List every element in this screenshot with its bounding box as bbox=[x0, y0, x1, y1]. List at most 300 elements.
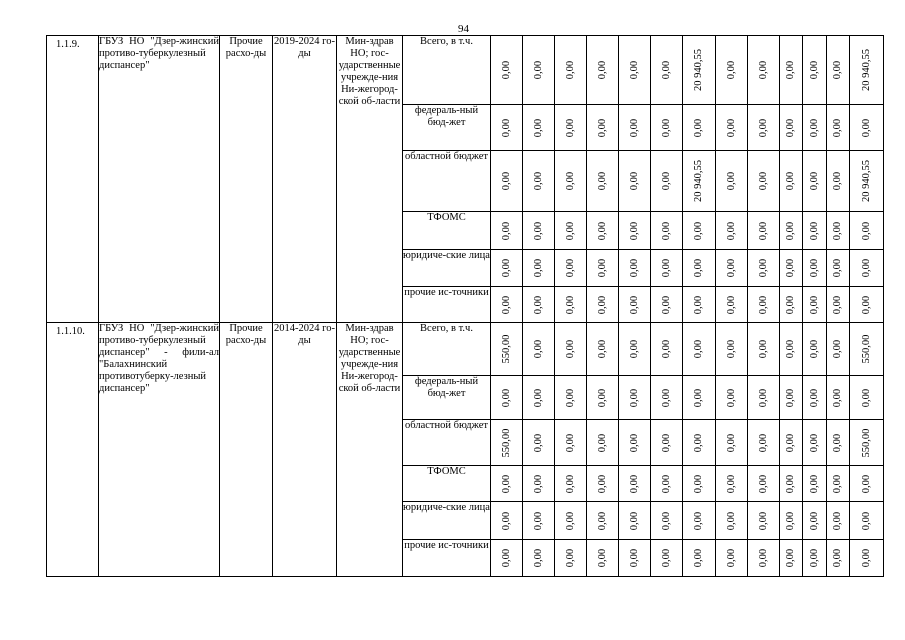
value-cell bbox=[619, 250, 651, 287]
row-expense-type-cell bbox=[220, 36, 273, 323]
value-cell bbox=[827, 151, 850, 212]
row-period-cell bbox=[273, 36, 337, 323]
value-cell bbox=[716, 212, 748, 250]
value-cell bbox=[748, 420, 780, 466]
value-cell bbox=[523, 250, 555, 287]
value-cell bbox=[748, 250, 780, 287]
value-cell bbox=[803, 502, 827, 540]
value-text: 0,00 bbox=[784, 433, 796, 452]
value-text: 0,00 bbox=[692, 388, 704, 407]
value-text: 0,00 bbox=[660, 221, 672, 240]
row-number-cell bbox=[47, 36, 99, 323]
value-text: 0,00 bbox=[808, 258, 820, 278]
row-name: ГБУЗ НО "Дзер-жинский противо-туберкулезный диспансер" bbox=[99, 36, 219, 72]
value-text: 0,00 bbox=[596, 60, 608, 80]
value-cell bbox=[716, 36, 748, 105]
value-cell bbox=[748, 540, 780, 577]
value-cell bbox=[803, 105, 827, 151]
value-cell bbox=[619, 420, 651, 466]
value-text: 0,00 bbox=[808, 474, 820, 493]
value-cell bbox=[748, 323, 780, 376]
value-text: 0,00 bbox=[725, 339, 737, 359]
value-text: 0,00 bbox=[808, 171, 820, 191]
value-cell bbox=[716, 105, 748, 151]
value-cell bbox=[523, 466, 555, 502]
value-text: 0,00 bbox=[564, 221, 576, 240]
value-text: 0,00 bbox=[725, 433, 737, 452]
funding-source-label: прочие ис-точники bbox=[403, 540, 491, 577]
value-text: 0,00 bbox=[725, 511, 737, 530]
value-cell bbox=[683, 250, 716, 287]
value-text: 0,00 bbox=[725, 258, 737, 278]
value-text: 0,00 bbox=[725, 118, 737, 137]
value-cell bbox=[651, 420, 683, 466]
value-text: 0,00 bbox=[860, 258, 872, 278]
value-text: 550,00 bbox=[500, 334, 512, 364]
value-text: 0,00 bbox=[628, 60, 640, 80]
value-text: 0,00 bbox=[500, 388, 512, 407]
value-cell bbox=[716, 151, 748, 212]
value-cell bbox=[716, 420, 748, 466]
value-text: 0,00 bbox=[831, 295, 843, 314]
value-text: 0,00 bbox=[500, 118, 512, 137]
value-cell bbox=[491, 151, 523, 212]
value-cell bbox=[587, 36, 619, 105]
value-text: 0,00 bbox=[757, 60, 769, 80]
value-cell bbox=[491, 212, 523, 250]
value-cell bbox=[619, 151, 651, 212]
value-cell bbox=[683, 323, 716, 376]
value-cell bbox=[683, 466, 716, 502]
value-cell bbox=[523, 376, 555, 420]
value-text: 0,00 bbox=[564, 118, 576, 137]
value-text: 0,00 bbox=[831, 118, 843, 137]
value-text: 0,00 bbox=[757, 339, 769, 359]
value-text: 0,00 bbox=[564, 339, 576, 359]
value-text: 0,00 bbox=[660, 433, 672, 452]
value-cell bbox=[683, 36, 716, 105]
value-text: 0,00 bbox=[725, 474, 737, 493]
value-text: 0,00 bbox=[784, 548, 796, 568]
value-cell bbox=[850, 151, 884, 212]
funding-source-label: юридиче-ские лица bbox=[403, 250, 491, 287]
value-cell bbox=[555, 502, 587, 540]
value-cell bbox=[850, 287, 884, 323]
value-text: 0,00 bbox=[596, 258, 608, 278]
row-name: ГБУЗ НО "Дзер-жинский противо-туберкулезный диспансер" - фили-ал "Балахнинский противотуберку-лезный диспансер" bbox=[99, 323, 219, 395]
value-text: 0,00 bbox=[784, 60, 796, 80]
value-text: 0,00 bbox=[808, 511, 820, 530]
value-text: 0,00 bbox=[628, 295, 640, 314]
value-text: 0,00 bbox=[596, 221, 608, 240]
value-text: 0,00 bbox=[532, 339, 544, 359]
value-text: 550,00 bbox=[860, 334, 872, 364]
row-expense-type-cell bbox=[220, 323, 273, 577]
page-number: 94 bbox=[458, 23, 469, 35]
value-cell bbox=[619, 466, 651, 502]
row-executor-cell bbox=[337, 36, 403, 323]
value-text: 0,00 bbox=[564, 433, 576, 452]
value-text: 0,00 bbox=[692, 433, 704, 452]
value-text: 0,00 bbox=[660, 339, 672, 359]
value-text: 0,00 bbox=[500, 221, 512, 240]
value-text: 0,00 bbox=[628, 433, 640, 452]
value-text: 0,00 bbox=[725, 171, 737, 191]
value-cell bbox=[651, 287, 683, 323]
row-executor: Мин-здрав НО; гос-ударственные учрежде-ния Ни-жегород-ской об-ласти bbox=[338, 323, 401, 395]
value-text: 0,00 bbox=[784, 339, 796, 359]
value-text: 0,00 bbox=[808, 118, 820, 137]
funding-source-label: федераль-ный бюд-жет bbox=[403, 376, 491, 420]
value-cell bbox=[683, 376, 716, 420]
value-text: 0,00 bbox=[660, 258, 672, 278]
row-number: 1.1.10. bbox=[56, 326, 85, 337]
value-cell bbox=[850, 323, 884, 376]
value-text: 0,00 bbox=[725, 295, 737, 314]
value-cell bbox=[803, 323, 827, 376]
value-text: 0,00 bbox=[532, 295, 544, 314]
funding-source-label: областной бюджет bbox=[403, 420, 491, 466]
value-text: 0,00 bbox=[757, 295, 769, 314]
value-text: 0,00 bbox=[564, 60, 576, 80]
value-cell bbox=[587, 376, 619, 420]
value-cell bbox=[587, 151, 619, 212]
value-cell bbox=[780, 420, 803, 466]
value-text: 0,00 bbox=[784, 221, 796, 240]
value-cell bbox=[827, 502, 850, 540]
value-cell bbox=[651, 540, 683, 577]
value-cell bbox=[827, 212, 850, 250]
value-text: 0,00 bbox=[692, 474, 704, 493]
value-text: 20 940,55 bbox=[860, 160, 872, 202]
value-cell bbox=[555, 151, 587, 212]
value-text: 0,00 bbox=[532, 221, 544, 240]
value-cell bbox=[587, 212, 619, 250]
value-cell bbox=[683, 287, 716, 323]
value-text: 0,00 bbox=[784, 118, 796, 137]
value-text: 0,00 bbox=[660, 295, 672, 314]
value-text: 0,00 bbox=[831, 258, 843, 278]
row-number: 1.1.9. bbox=[56, 39, 80, 50]
value-cell bbox=[491, 105, 523, 151]
value-cell bbox=[827, 466, 850, 502]
value-cell bbox=[587, 250, 619, 287]
value-text: 0,00 bbox=[784, 258, 796, 278]
value-cell bbox=[555, 105, 587, 151]
value-text: 0,00 bbox=[757, 221, 769, 240]
value-text: 0,00 bbox=[532, 60, 544, 80]
value-cell bbox=[850, 376, 884, 420]
value-text: 0,00 bbox=[692, 118, 704, 137]
value-cell bbox=[716, 323, 748, 376]
value-text: 0,00 bbox=[564, 548, 576, 568]
value-text: 0,00 bbox=[596, 388, 608, 407]
value-text: 0,00 bbox=[564, 388, 576, 407]
value-cell bbox=[780, 250, 803, 287]
value-text: 0,00 bbox=[831, 511, 843, 530]
value-text: 550,00 bbox=[500, 428, 512, 457]
value-cell bbox=[780, 540, 803, 577]
value-cell bbox=[491, 376, 523, 420]
value-cell bbox=[523, 151, 555, 212]
value-cell bbox=[555, 540, 587, 577]
value-text: 0,00 bbox=[500, 171, 512, 191]
value-cell bbox=[748, 105, 780, 151]
value-text: 0,00 bbox=[757, 511, 769, 530]
row-period-cell bbox=[273, 323, 337, 577]
value-cell bbox=[491, 323, 523, 376]
value-cell bbox=[803, 151, 827, 212]
value-cell bbox=[827, 540, 850, 577]
value-cell bbox=[850, 420, 884, 466]
value-cell bbox=[850, 36, 884, 105]
value-text: 0,00 bbox=[596, 433, 608, 452]
value-cell bbox=[523, 420, 555, 466]
value-cell bbox=[555, 323, 587, 376]
value-cell bbox=[780, 212, 803, 250]
row-name-cell bbox=[99, 36, 220, 323]
value-cell bbox=[651, 151, 683, 212]
value-cell bbox=[803, 466, 827, 502]
value-cell bbox=[587, 502, 619, 540]
value-text: 0,00 bbox=[564, 258, 576, 278]
value-cell bbox=[683, 540, 716, 577]
value-text: 0,00 bbox=[757, 548, 769, 568]
value-text: 0,00 bbox=[808, 388, 820, 407]
value-cell bbox=[491, 36, 523, 105]
value-cell bbox=[780, 323, 803, 376]
value-text: 0,00 bbox=[725, 548, 737, 568]
value-cell bbox=[780, 502, 803, 540]
value-cell bbox=[523, 502, 555, 540]
value-cell bbox=[523, 105, 555, 151]
value-cell bbox=[850, 466, 884, 502]
value-cell bbox=[748, 287, 780, 323]
value-cell bbox=[555, 287, 587, 323]
value-text: 0,00 bbox=[860, 118, 872, 137]
value-text: 0,00 bbox=[860, 474, 872, 493]
value-cell bbox=[748, 36, 780, 105]
value-text: 0,00 bbox=[757, 388, 769, 407]
value-text: 0,00 bbox=[660, 388, 672, 407]
value-cell bbox=[523, 323, 555, 376]
value-text: 0,00 bbox=[725, 388, 737, 407]
value-text: 0,00 bbox=[808, 339, 820, 359]
row-number-cell bbox=[47, 323, 99, 577]
row-name-cell bbox=[99, 323, 220, 577]
value-text: 0,00 bbox=[660, 171, 672, 191]
value-cell bbox=[850, 212, 884, 250]
value-cell bbox=[803, 212, 827, 250]
value-text: 0,00 bbox=[831, 474, 843, 493]
value-text: 0,00 bbox=[628, 221, 640, 240]
value-text: 0,00 bbox=[500, 258, 512, 278]
value-text: 0,00 bbox=[725, 60, 737, 80]
value-cell bbox=[780, 466, 803, 502]
value-cell bbox=[827, 105, 850, 151]
value-text: 0,00 bbox=[757, 258, 769, 278]
row-expense-type: Прочие расхо-ды bbox=[225, 323, 267, 347]
value-text: 0,00 bbox=[532, 388, 544, 407]
value-cell bbox=[555, 376, 587, 420]
value-cell bbox=[748, 376, 780, 420]
value-text: 0,00 bbox=[628, 548, 640, 568]
value-cell bbox=[850, 250, 884, 287]
value-text: 0,00 bbox=[596, 339, 608, 359]
value-text: 0,00 bbox=[831, 60, 843, 80]
value-text: 0,00 bbox=[808, 60, 820, 80]
table-row bbox=[47, 36, 884, 105]
value-text: 0,00 bbox=[860, 221, 872, 240]
value-cell bbox=[827, 323, 850, 376]
value-text: 20 940,55 bbox=[860, 49, 872, 91]
value-cell bbox=[716, 376, 748, 420]
value-text: 0,00 bbox=[628, 171, 640, 191]
value-cell bbox=[803, 250, 827, 287]
value-cell bbox=[491, 287, 523, 323]
value-text: 0,00 bbox=[660, 548, 672, 568]
value-cell bbox=[619, 105, 651, 151]
value-text: 0,00 bbox=[692, 339, 704, 359]
value-text: 0,00 bbox=[831, 433, 843, 452]
value-text: 0,00 bbox=[831, 548, 843, 568]
value-cell bbox=[748, 151, 780, 212]
value-text: 0,00 bbox=[628, 339, 640, 359]
value-cell bbox=[748, 502, 780, 540]
value-cell bbox=[651, 323, 683, 376]
value-cell bbox=[619, 323, 651, 376]
value-cell bbox=[491, 540, 523, 577]
value-text: 0,00 bbox=[831, 221, 843, 240]
value-text: 0,00 bbox=[860, 511, 872, 530]
value-text: 0,00 bbox=[564, 511, 576, 530]
value-cell bbox=[748, 212, 780, 250]
funding-source-label: федераль-ный бюд-жет bbox=[403, 105, 491, 151]
value-cell bbox=[748, 466, 780, 502]
value-text: 0,00 bbox=[564, 295, 576, 314]
value-text: 0,00 bbox=[808, 221, 820, 240]
value-text: 0,00 bbox=[757, 474, 769, 493]
value-text: 0,00 bbox=[808, 433, 820, 452]
value-text: 0,00 bbox=[532, 258, 544, 278]
value-cell bbox=[523, 36, 555, 105]
value-text: 0,00 bbox=[628, 388, 640, 407]
row-executor-cell bbox=[337, 323, 403, 577]
value-cell bbox=[587, 287, 619, 323]
budget-table bbox=[46, 35, 884, 577]
value-cell bbox=[555, 36, 587, 105]
value-text: 0,00 bbox=[831, 339, 843, 359]
funding-source-label: Всего, в т.ч. bbox=[403, 323, 491, 376]
value-cell bbox=[683, 151, 716, 212]
value-text: 0,00 bbox=[596, 171, 608, 191]
value-text: 0,00 bbox=[808, 548, 820, 568]
value-text: 0,00 bbox=[628, 118, 640, 137]
value-text: 0,00 bbox=[596, 295, 608, 314]
value-cell bbox=[619, 540, 651, 577]
value-cell bbox=[555, 466, 587, 502]
value-text: 0,00 bbox=[596, 474, 608, 493]
value-cell bbox=[619, 212, 651, 250]
funding-source-label: ТФОМС bbox=[403, 212, 491, 250]
value-text: 20 940,55 bbox=[692, 49, 704, 91]
value-text: 0,00 bbox=[500, 511, 512, 530]
value-text: 0,00 bbox=[660, 474, 672, 493]
value-text: 0,00 bbox=[860, 388, 872, 407]
value-cell bbox=[491, 466, 523, 502]
value-cell bbox=[803, 420, 827, 466]
value-cell bbox=[803, 540, 827, 577]
value-text: 0,00 bbox=[532, 511, 544, 530]
value-cell bbox=[619, 36, 651, 105]
funding-source-label: Всего, в т.ч. bbox=[403, 36, 491, 105]
value-text: 0,00 bbox=[532, 171, 544, 191]
value-text: 0,00 bbox=[784, 295, 796, 314]
value-cell bbox=[491, 502, 523, 540]
value-text: 0,00 bbox=[692, 295, 704, 314]
value-text: 0,00 bbox=[500, 295, 512, 314]
value-cell bbox=[523, 287, 555, 323]
value-cell bbox=[555, 250, 587, 287]
value-cell bbox=[587, 105, 619, 151]
value-cell bbox=[850, 502, 884, 540]
funding-source-label: ТФОМС bbox=[403, 466, 491, 502]
value-cell bbox=[683, 420, 716, 466]
value-text: 0,00 bbox=[692, 511, 704, 530]
value-cell bbox=[683, 502, 716, 540]
table-row bbox=[47, 323, 884, 376]
value-cell bbox=[850, 540, 884, 577]
value-text: 0,00 bbox=[532, 474, 544, 493]
value-text: 0,00 bbox=[757, 118, 769, 137]
row-executor: Мин-здрав НО; гос-ударственные учрежде-ния Ни-жегород-ской об-ласти bbox=[338, 36, 401, 108]
value-cell bbox=[683, 212, 716, 250]
value-cell bbox=[555, 212, 587, 250]
value-text: 0,00 bbox=[692, 548, 704, 568]
value-text: 0,00 bbox=[784, 511, 796, 530]
value-cell bbox=[683, 105, 716, 151]
value-cell bbox=[780, 105, 803, 151]
value-text: 0,00 bbox=[564, 474, 576, 493]
value-text: 0,00 bbox=[692, 221, 704, 240]
value-cell bbox=[780, 36, 803, 105]
value-text: 0,00 bbox=[784, 171, 796, 191]
value-text: 0,00 bbox=[757, 171, 769, 191]
value-text: 0,00 bbox=[500, 548, 512, 568]
value-text: 0,00 bbox=[784, 388, 796, 407]
row-period: 2019-2024 го-ды bbox=[274, 36, 335, 60]
value-cell bbox=[716, 466, 748, 502]
value-text: 0,00 bbox=[784, 474, 796, 493]
value-cell bbox=[651, 36, 683, 105]
value-text: 0,00 bbox=[596, 511, 608, 530]
value-text: 0,00 bbox=[596, 548, 608, 568]
value-text: 0,00 bbox=[500, 474, 512, 493]
value-cell bbox=[803, 36, 827, 105]
value-cell bbox=[716, 540, 748, 577]
funding-source-label: юридиче-ские лица bbox=[403, 502, 491, 540]
value-cell bbox=[803, 376, 827, 420]
value-cell bbox=[587, 466, 619, 502]
value-cell bbox=[716, 502, 748, 540]
value-text: 0,00 bbox=[628, 511, 640, 530]
value-cell bbox=[716, 250, 748, 287]
value-text: 0,00 bbox=[757, 433, 769, 452]
value-cell bbox=[651, 502, 683, 540]
value-text: 0,00 bbox=[660, 60, 672, 80]
value-text: 0,00 bbox=[831, 388, 843, 407]
value-text: 0,00 bbox=[831, 171, 843, 191]
